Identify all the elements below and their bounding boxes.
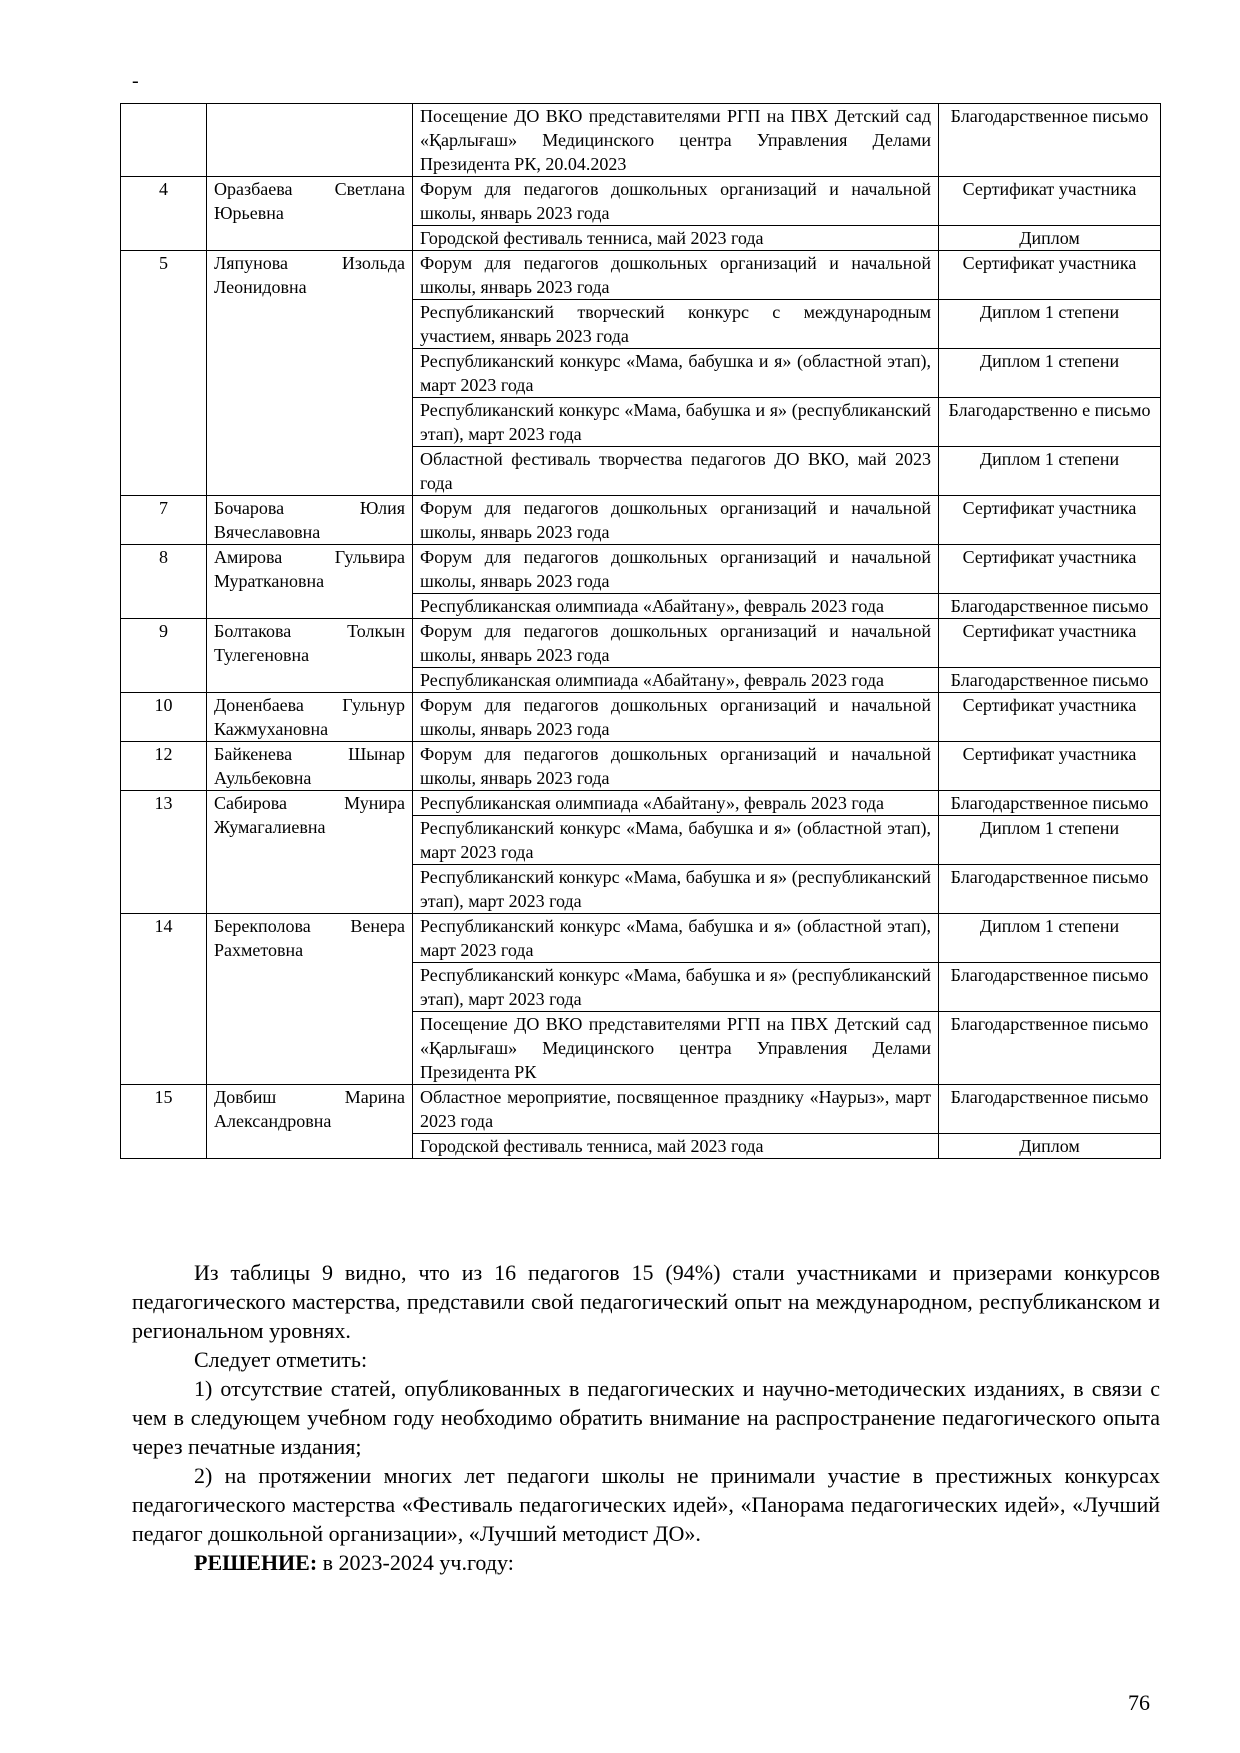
event-cell: Форум для педагогов дошкольных организаций и начальной школы, январь 2023 года: [413, 693, 939, 742]
event-cell: Республиканский конкурс «Мама, бабушка и я» (республиканский этап), март 2023 года: [413, 398, 939, 447]
award-cell: Благодарственное письмо: [939, 668, 1161, 693]
event-cell: Республиканская олимпиада «Абайтану», февраль 2023 года: [413, 791, 939, 816]
award-cell: Благодарственное письмо: [939, 865, 1161, 914]
award-cell: Сертификат участника: [939, 251, 1161, 300]
teacher-name: Оразбаева Светлана Юрьевна: [207, 177, 413, 251]
award-cell: Диплом 1 степени: [939, 914, 1161, 963]
event-cell: Городской фестиваль тенниса, май 2023 года: [413, 226, 939, 251]
teacher-name: Байкенева Шынар Аульбековна: [207, 742, 413, 791]
teacher-number: 7: [121, 496, 207, 545]
table-row: [121, 791, 1161, 816]
event-cell: Форум для педагогов дошкольных организаций и начальной школы, январь 2023 года: [413, 177, 939, 226]
table-row: [121, 914, 1161, 963]
teacher-name: Бочарова Юлия Вячеславовна: [207, 496, 413, 545]
paragraph-point-2: 2) на протяжении многих лет педагоги школы не принимали участие в престижных конкурсах педагогического мастерства «Фестиваль педагогических идей», «Панорама педагогических идей», «Лучший педагог дошкольной организации», «Лучший методист ДО».: [132, 1463, 1160, 1546]
award-cell: Благодарственное письмо: [939, 104, 1161, 177]
teacher-number: 13: [121, 791, 207, 914]
event-cell: Форум для педагогов дошкольных организаций и начальной школы, январь 2023 года: [413, 545, 939, 594]
event-cell: Форум для педагогов дошкольных организаций и начальной школы, январь 2023 года: [413, 742, 939, 791]
table-row: [121, 742, 1161, 791]
table-row: [121, 1085, 1161, 1134]
award-cell: Диплом 1 степени: [939, 300, 1161, 349]
event-cell: Городской фестиваль тенниса, май 2023 года: [413, 1134, 939, 1159]
table-row: [121, 177, 1161, 226]
event-cell: Форум для педагогов дошкольных организаций и начальной школы, январь 2023 года: [413, 496, 939, 545]
award-cell: Сертификат участника: [939, 496, 1161, 545]
table-row: [121, 251, 1161, 300]
teacher-number: 14: [121, 914, 207, 1085]
teacher-name: Сабирова Мунира Жумагалиевна: [207, 791, 413, 914]
paragraph-decision: [132, 1548, 1160, 1577]
decision-text: в 2023-2024 уч.году:: [317, 1550, 514, 1575]
event-cell: Республиканский творческий конкурс с международным участием, январь 2023 года: [413, 300, 939, 349]
teacher-name: Ляпунова Изольда Леонидовна: [207, 251, 413, 496]
teacher-number: 5: [121, 251, 207, 496]
teacher-name: Доненбаева Гульнур Кажмухановна: [207, 693, 413, 742]
table-row: [121, 104, 1161, 177]
event-cell: Республиканский конкурс «Мама, бабушка и я» (республиканский этап), март 2023 года: [413, 963, 939, 1012]
teacher-name: Болтакова Толкын Тулегеновна: [207, 619, 413, 693]
teacher-number: 10: [121, 693, 207, 742]
teacher-number: 15: [121, 1085, 207, 1159]
award-cell: Сертификат участника: [939, 545, 1161, 594]
award-cell: Сертификат участника: [939, 619, 1161, 668]
table-row: [121, 545, 1161, 594]
teacher-number: 8: [121, 545, 207, 619]
award-cell: Диплом 1 степени: [939, 349, 1161, 398]
teacher-number: 4: [121, 177, 207, 251]
teacher-name: Берекполова Венера Рахметовна: [207, 914, 413, 1085]
award-cell: Диплом 1 степени: [939, 816, 1161, 865]
award-cell: Сертификат участника: [939, 693, 1161, 742]
event-cell: Республиканская олимпиада «Абайтану», февраль 2023 года: [413, 668, 939, 693]
event-cell: Форум для педагогов дошкольных организаций и начальной школы, январь 2023 года: [413, 619, 939, 668]
event-cell: Республиканский конкурс «Мама, бабушка и я» (областной этап), март 2023 года: [413, 816, 939, 865]
award-cell: Сертификат участника: [939, 177, 1161, 226]
paragraph-summary: Из таблицы 9 видно, что из 16 педагогов 15 (94%) стали участниками и призерами конкурсов педагогического мастерства, представили свой педагогический опыт на международном, республиканском и региональном уровнях.: [132, 1260, 1160, 1343]
event-cell: Республиканский конкурс «Мама, бабушка и я» (республиканский этап), март 2023 года: [413, 865, 939, 914]
teacher-name: Амирова Гульвира Мураткановна: [207, 545, 413, 619]
teacher-number: 12: [121, 742, 207, 791]
award-cell: Благодарственное письмо: [939, 963, 1161, 1012]
table-row: [121, 693, 1161, 742]
event-cell: Республиканская олимпиада «Абайтану», февраль 2023 года: [413, 594, 939, 619]
award-cell: Благодарственное письмо: [939, 1012, 1161, 1085]
paragraph-point-1: 1) отсутствие статей, опубликованных в педагогических и научно-методических изданиях, в связи с чем в следующем учебном году необходимо обратить внимание на распространение педагогического опыта через печатные издания;: [132, 1376, 1160, 1459]
awards-table-body: [121, 104, 1161, 1159]
event-cell: Посещение ДО ВКО представителями РГП на ПВХ Детский сад «Қарлығаш» Медицинского центра Управления Делами Президента РК, 20.04.2023: [413, 104, 939, 177]
award-cell: Благодарственное письмо: [939, 594, 1161, 619]
teacher-number: 9: [121, 619, 207, 693]
body-text: [132, 1258, 1160, 1577]
teacher-name: Довбиш Марина Александровна: [207, 1085, 413, 1159]
event-cell: Республиканский конкурс «Мама, бабушка и я» (областной этап), март 2023 года: [413, 349, 939, 398]
award-cell: Благодарственное письмо: [939, 791, 1161, 816]
top-mark: -: [132, 70, 139, 92]
paragraph-note: Следует отметить:: [194, 1347, 368, 1372]
table-row: [121, 619, 1161, 668]
award-cell: Благодарственно е письмо: [939, 398, 1161, 447]
award-cell: Сертификат участника: [939, 742, 1161, 791]
page-number: 76: [1128, 1690, 1150, 1715]
award-cell: Диплом 1 степени: [939, 447, 1161, 496]
event-cell: Форум для педагогов дошкольных организаций и начальной школы, январь 2023 года: [413, 251, 939, 300]
event-cell: Республиканский конкурс «Мама, бабушка и я» (областной этап), март 2023 года: [413, 914, 939, 963]
teacher-number: [121, 104, 207, 177]
award-cell: Диплом: [939, 226, 1161, 251]
award-cell: Благодарственное письмо: [939, 1085, 1161, 1134]
event-cell: Областное мероприятие, посвященное празднику «Наурыз», март 2023 года: [413, 1085, 939, 1134]
teacher-name: [207, 104, 413, 177]
award-cell: Диплом: [939, 1134, 1161, 1159]
awards-table: [120, 103, 1161, 1159]
event-cell: Посещение ДО ВКО представителями РГП на ПВХ Детский сад «Қарлығаш» Медицинского центра Управления Делами Президента РК: [413, 1012, 939, 1085]
decision-label: РЕШЕНИЕ:: [194, 1550, 318, 1575]
table-row: [121, 496, 1161, 545]
event-cell: Областной фестиваль творчества педагогов ДО ВКО, май 2023 года: [413, 447, 939, 496]
